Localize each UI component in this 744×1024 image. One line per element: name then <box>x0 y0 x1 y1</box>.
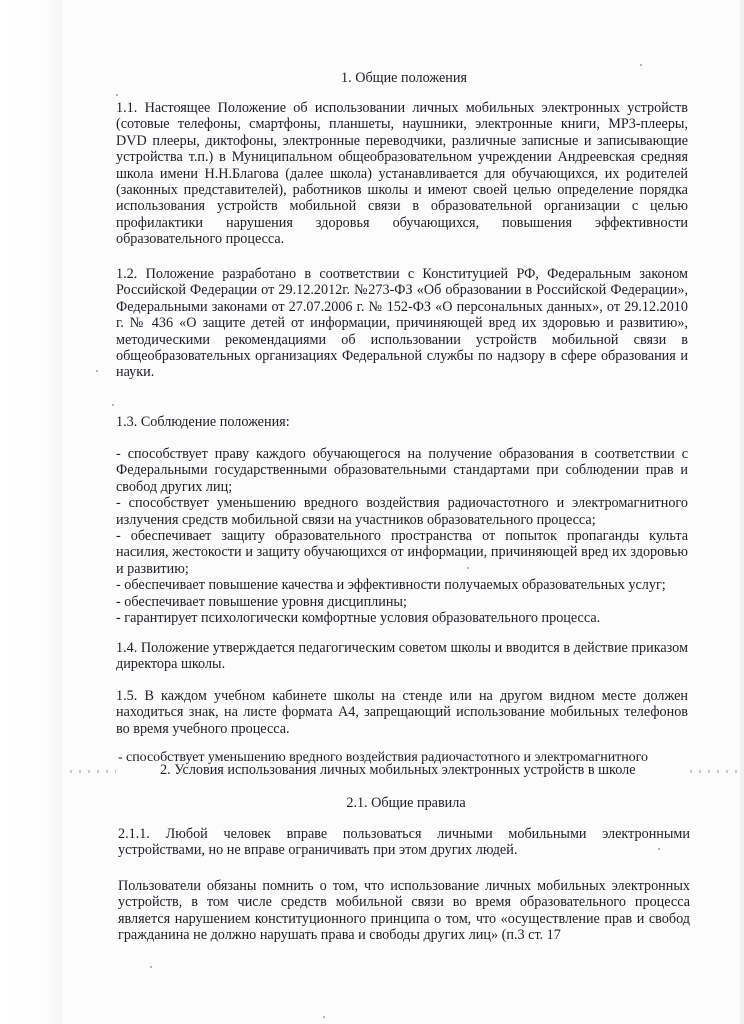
paragraph-1-2-text: 1.2. Положение разработано в соответствии с Конституцией РФ, Федеральным законом Российской Федерации от 29.12.2012г. №273-ФЗ «Об образовании в Российской Федерации», Федеральными законами от 27.07.2006 г. № 152-ФЗ «О персональных данных», от 29.12.2010 г. № 436 «О защите детей от информации, причиняющей вред их здоровью и развитию», методическими рекомендациями об использовании устройств мобильной связи в общеобразовательных организациях Федеральной службы по надзору в сфере образования и науки. <box>116 266 688 381</box>
paragraph-2-1-1-text: 2.1.1. Любой человек вправе пользоваться личными мобильными электронными устройствами, но не вправе ограничивать при этом других людей. <box>118 826 690 859</box>
scan-dust-left <box>70 770 116 773</box>
scan-speck <box>658 848 660 850</box>
paragraph-1-2 <box>116 266 688 381</box>
scan-speck <box>96 370 98 372</box>
list-item: - способствует уменьшению вредного воздействия радиочастотного и электромагнитного излучения средств мобильной связи на участников образовательного процесса; <box>116 495 688 528</box>
paragraph-users <box>118 878 690 944</box>
list-item: - обеспечивает повышение качества и эффективности получаемых образовательных услуг; <box>116 577 666 594</box>
page-shadow-right <box>740 0 744 1024</box>
section-1-title: 1. Общие положения <box>341 70 467 86</box>
paragraph-1-3-list <box>116 446 688 626</box>
paragraph-1-4-text: 1.4. Положение утверждается педагогическим советом школы и вводится в действие приказом директора школы. <box>116 640 688 673</box>
scan-dust-right <box>690 770 740 773</box>
list-item: - обеспечивает защиту образовательного пространства от попыток пропаганды культа насилия, жестокости и защиту обучающихся от информации, причиняющей вред их здоровью и развитию; <box>116 528 688 577</box>
paragraph-1-5 <box>116 688 688 737</box>
page-shadow-left <box>0 0 62 1024</box>
overlap-line: - способствует уменьшению вредного воздействия радиочастотного и электромагнитного <box>118 750 648 765</box>
paragraph-1-5-text: 1.5. В каждом учебном кабинете школы на стенде или на другом видном месте должен находиться знак, на листе формата А4, запрещающий использование мобильных телефонов во время учебного процесса. <box>116 688 688 737</box>
scan-speck <box>116 94 118 96</box>
scan-speck <box>467 567 469 569</box>
list-item: - обеспечивает повышение уровня дисциплины; <box>116 593 407 610</box>
list-item: - гарантирует психологически комфортные условия образовательного процесса. <box>116 610 601 627</box>
paragraph-1-3-title: 1.3. Соблюдение положения: <box>116 414 290 430</box>
scan-speck <box>640 64 642 66</box>
section-2-title: 2. Условия использования личных мобильных электронных устройств в школе <box>160 762 636 778</box>
list-item: - способствует праву каждого обучающегося на получение образования в соответствии с Федеральными государственными образовательными стандартами при соблюдении прав и свобод других лиц; <box>116 446 688 495</box>
paragraph-1-1 <box>116 100 688 248</box>
paragraph-2-1-1 <box>118 826 690 859</box>
scan-speck <box>150 966 152 968</box>
paragraph-1-4 <box>116 640 688 673</box>
section-2-1-subtitle: 2.1. Общие правила <box>346 795 466 811</box>
paragraph-users-text: Пользователи обязаны помнить о том, что использование личных мобильных электронных устройств, в том числе средств мобильной связи во время образовательного процесса является нарушением конституционного принципа о том, что «осуществление прав и свобод гражданина не должно нарушать права и свободы других лиц» (п.3 ст. 17 <box>118 878 690 944</box>
scan-speck <box>112 404 114 406</box>
scan-speck <box>323 1016 325 1018</box>
paragraph-1-1-text: 1.1. Настоящее Положение об использовании личных мобильных электронных устройств (сотовые телефоны, смартфоны, планшеты, наушники, электронные книги, МР3-плееры, DVD плееры, диктофоны, электронные переводчики, различные записные и записывающие устройства т.п.) в Муниципальном общеобразовательном учреждении Андреевская средняя школа имени Н.Н.Благова (далее школа) устанавливается для обучающихся, их родителей (законных представителей), работников школы и имеют своей целью определение порядка использования устройств мобильной связи в образовательной организации с целью профилактики нарушения здоровья обучающихся, повышения эффективности образовательного процесса. <box>116 100 688 248</box>
